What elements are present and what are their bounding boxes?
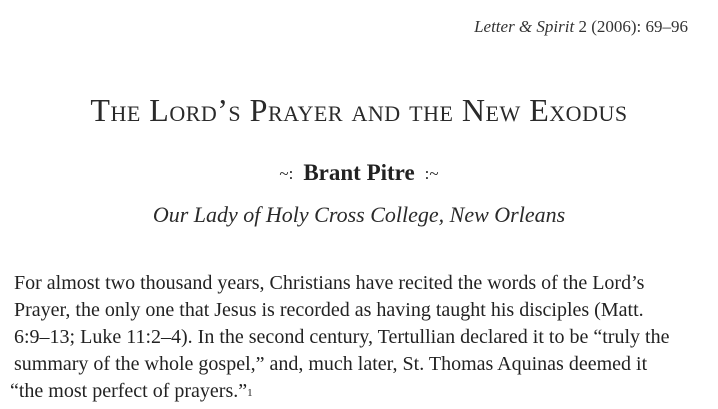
article-title: The Lord’s Prayer and the New Exodus [90,92,628,128]
author-affiliation: Our Lady of Holy Cross College, New Orleans [152,202,566,227]
body-line: summary of the whole gospel,” and, much later, St. Thomas Aquinas deemed it [14,353,648,375]
body-line-text: “the most perfect of prayers.” [10,380,248,402]
body-line-last [10,378,692,405]
body-line: For almost two thousand years, Christians have recited the words of the Lord’s [14,272,645,294]
body-line: 6:9–13; Luke 11:2–4). In the second century, Tertullian declared it to be “truly the [14,326,670,348]
ornament-right: :~ [424,164,439,183]
author-line [0,160,718,186]
author-name: Brant Pitre [303,160,415,185]
journal-citation: 2 (2006): 69–96 [578,17,688,36]
body-line: Prayer, the only one that Jesus is recorded as having taught his disciples (Matt. [14,299,644,321]
ornament-left: ~: [279,164,294,183]
body-paragraph [10,270,692,405]
journal-name: Letter & Spirit [474,17,575,36]
running-head [474,17,688,37]
footnote-marker[interactable]: 1 [247,387,253,399]
